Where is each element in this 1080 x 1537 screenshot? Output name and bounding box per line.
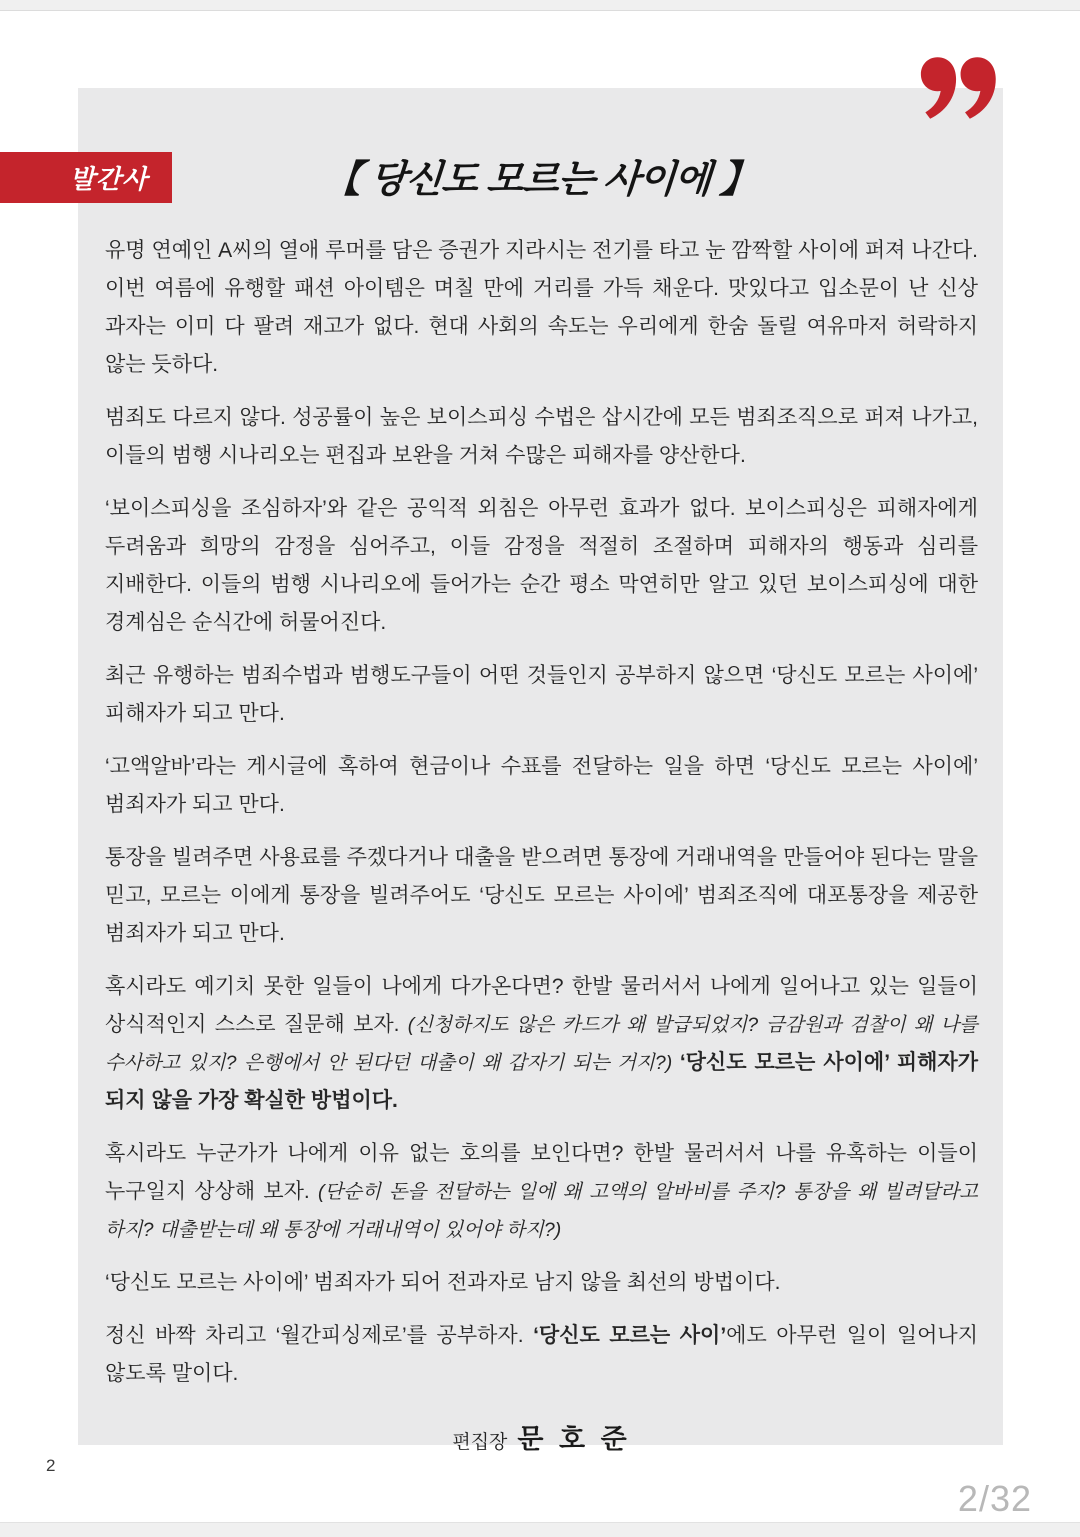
paragraph-segment: ‘당신도 모르는 사이에’ 범죄자가 되어 전과자로 남지 않을 최선의 방법이다.: [105, 1271, 781, 1294]
next-page-edge: [0, 1522, 1080, 1537]
paragraph-segment: 범죄도 다르지 않다. 성공률이 높은 보이스피싱 수법은 삽시간에 모든 범죄조직으로 퍼져 나가고, 이들의 범행 시나리오는 편집과 보완을 거쳐 수많은 피해자를 양산한다.: [105, 406, 978, 467]
paragraph-segment: ‘당신도 모르는 사이’: [533, 1324, 727, 1347]
paragraph-segment: 정신 바짝 차리고 ‘월간피싱제로’를 공부하자.: [105, 1324, 534, 1347]
printed-page-number: 2: [46, 1456, 56, 1475]
category-badge-label: 발간사: [69, 164, 148, 194]
paragraph-segment: ‘고액알바’라는 게시글에 혹하여 현금이나 수표를 전달하는 일을 하면 ‘당신도 모르는 사이에’ 범죄자가 되고 만다.: [105, 755, 978, 816]
paragraph: [105, 657, 978, 733]
paragraph-segment: (단순히 돈을 전달하는 일에 왜 고액의 알바비를 주지? 통장을 왜 빌려달라고 하지? 대출받는데 왜 통장에 거래내역이 있어야 하지?): [105, 1181, 978, 1241]
paragraph: [105, 399, 978, 475]
paragraph-segment: ‘보이스피싱을 조심하자’와 같은 공익적 외침은 아무런 효과가 없다. 보이스피싱은 피해자에게 두려움과 희망의 감정을 심어주고, 이들 감정을 적절히 조절하며 피해자의 행동과 심리를 지배한다. 이들의 범행 시나리오에 들어가는 순간 평소 막연히만 알고 있던 보이스피싱에 대한 경계심은 순식간에 허물어진다.: [105, 497, 978, 634]
paragraph: [105, 968, 978, 1120]
paragraph-segment: 유명 연예인 A씨의 열애 루머를 담은 증권가 지라시는 전기를 타고 눈 깜짝할 사이에 퍼져 나간다. 이번 여름에 유행할 패션 아이템은 며칠 만에 거리를 가득 채운다. 맛있다고 입소문이 난 신상 과자는 이미 다 팔려 재고가 없다. 현대 사회의 속도는 우리에게 한숨 돌릴 여유마저 허락하지 않는 듯하다.: [105, 239, 978, 376]
paragraph-segment: 혹시라도 예기치 못한 일들이 나에게 다가온다면? 한발 물러서서 나에게 일어나고 있는 일들이 상식적인지 스스로 질문해 보자.: [105, 975, 978, 1036]
paragraph-segment: 에도 아무런 일이 일어나지 않도록 말이다.: [105, 1324, 978, 1385]
paragraph: [105, 1317, 978, 1393]
paragraph-segment: (신청하지도 않은 카드가 왜 발급되었지? 금감원과 검찰이 왜 나를 수사하고 있지? 은행에서 안 된다던 대출이 왜 갑자기 되는 거지?): [105, 1014, 978, 1074]
paragraph-segment: 혹시라도 누군가가 나에게 이유 없는 호의를 보인다면? 한발 물러서서 나를 유혹하는 이들이 누구일지 상상해 보자.: [105, 1142, 978, 1203]
paragraph-segment: 최근 유행하는 범죄수법과 범행도구들이 어떤 것들인지 공부하지 않으면 ‘당신도 모르는 사이에’ 피해자가 되고 만다.: [105, 664, 978, 725]
paragraph: [105, 490, 978, 642]
page-title: 【 당신도 모르는 사이에 】: [321, 159, 759, 201]
paragraph: [105, 232, 978, 384]
viewer-page-indicator: 2/32: [957, 1478, 1032, 1519]
closing-quote-icon: [916, 56, 1000, 120]
paragraph-segment: 통장을 빌려주면 사용료를 주겠다거나 대출을 받으려면 통장에 거래내역을 만들어야 된다는 말을 믿고, 모르는 이에게 통장을 빌려주어도 ‘당신도 모르는 사이에’ 범죄조직에 대포통장을 제공한 범죄자가 되고 만다.: [105, 846, 978, 945]
paragraph: [105, 1135, 978, 1249]
paragraph-segment: ‘당신도 모르는 사이에’ 피해자가 되지 않을 가장 확실한 방법이다.: [105, 1051, 978, 1112]
paragraph: [105, 748, 978, 824]
previous-page-edge: [0, 0, 1080, 11]
editor-name: 문 호 준: [517, 1424, 631, 1454]
paragraph: [105, 1264, 978, 1302]
paragraph: [105, 839, 978, 953]
body-text: [105, 232, 978, 1456]
editor-role: 편집장: [452, 1432, 508, 1453]
editor-signature: [105, 1417, 978, 1456]
